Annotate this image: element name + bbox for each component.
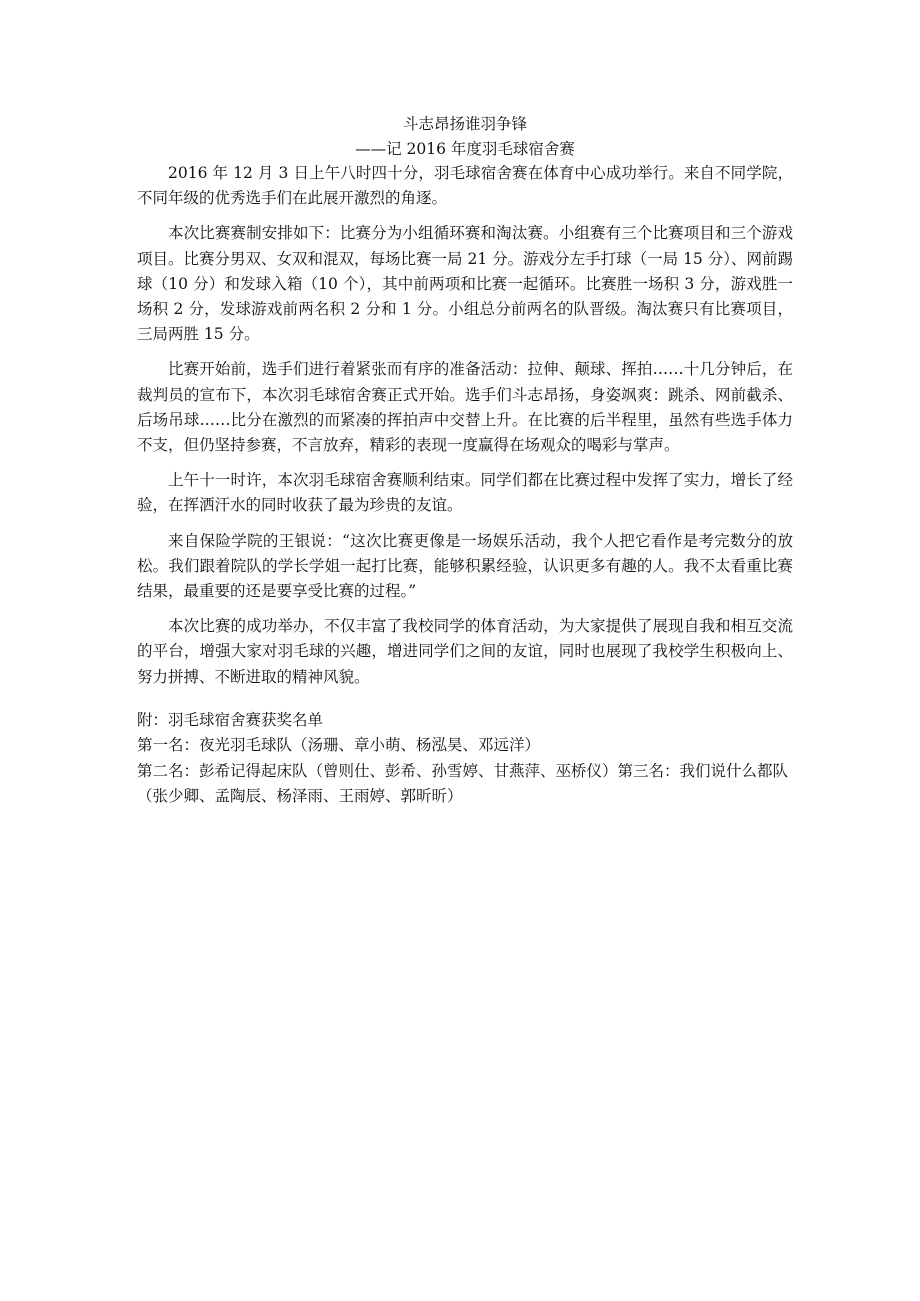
award-list	[137, 708, 793, 810]
award-list-heading: 附：羽毛球宿舍赛获奖名单	[137, 710, 324, 729]
article-title: 斗志昂扬谁羽争锋	[402, 115, 527, 133]
award-first-place: 第一名：夜光羽毛球队（汤珊、章小萌、杨泓昊、邓远洋）	[137, 736, 541, 755]
paragraph-quote: 来自保险学院的王银说：“这次比赛更像是一场娱乐活动，我个人把它看作是考完数分的放松。我们跟着院队的学长学姐一起打比赛，能够积累经验，认识更多有趣的人。我不太看重比赛结果，最重要的还是要享受比赛的过程。”	[137, 531, 793, 601]
paragraph-warmup: 比赛开始前，选手们进行着紧张而有序的准备活动：拉伸、颠球、挥拍……十几分钟后，在裁判员的宣布下，本次羽毛球宿舍赛正式开始。选手们斗志昂扬，身姿飒爽：跳杀、网前截杀、后场吊球……比分在激烈的而紧凑的挥拍声中交替上升。在比赛的后半程里，虽然有些选手体力不支，但仍坚持参赛，不言放弃，精彩的表现一度赢得在场观众的喝彩与掌声。	[137, 360, 793, 455]
award-second-third-place: 第二名：彭希记得起床队（曾则仕、彭希、孙雪婷、甘燕萍、巫桥仪）第三名：我们说什么都队（张少卿、孟陶辰、杨泽雨、王雨婷、郭昕昕）	[137, 761, 789, 806]
paragraph-conclusion: 上午十一时许，本次羽毛球宿舍赛顺利结束。同学们都在比赛过程中发挥了实力，增长了经验，在挥洒汗水的同时收获了最为珍贵的友谊。	[137, 471, 793, 515]
paragraph-intro: 2016 年 12 月 3 日上午八时四十分，羽毛球宿舍赛在体育中心成功举行。来自不同学院，不同年级的优秀选手们在此展开激烈的角逐。	[137, 164, 793, 208]
paragraph-summary: 本次比赛的成功举办，不仅丰富了我校同学的体育活动，为大家提供了展现自我和相互交流的平台，增强大家对羽毛球的兴趣，增进同学们之间的友谊，同时也展现了我校学生积极向上、努力拼搏、不断进取的精神风貌。	[137, 617, 793, 686]
article-body	[137, 112, 793, 810]
paragraph-rules: 本次比赛赛制安排如下：比赛分为小组循环赛和淘汰赛。小组赛有三个比赛项目和三个游戏项目。比赛分男双、女双和混双，每场比赛一局 21 分。游戏分左手打球（一局 15 分）、网前踢球（10 分）和发球入箱（10 个），其中前两项和比赛一起循环。比赛胜一场积 3 分，游戏胜一场积 2 分，发球游戏前两名积 2 分和 1 分。小组总分前两名的队晋级。淘汰赛只有比赛项目，三局两胜 15 分。	[137, 224, 793, 344]
article-subtitle: ——记 2016 年度羽毛球宿舍赛	[355, 140, 575, 158]
